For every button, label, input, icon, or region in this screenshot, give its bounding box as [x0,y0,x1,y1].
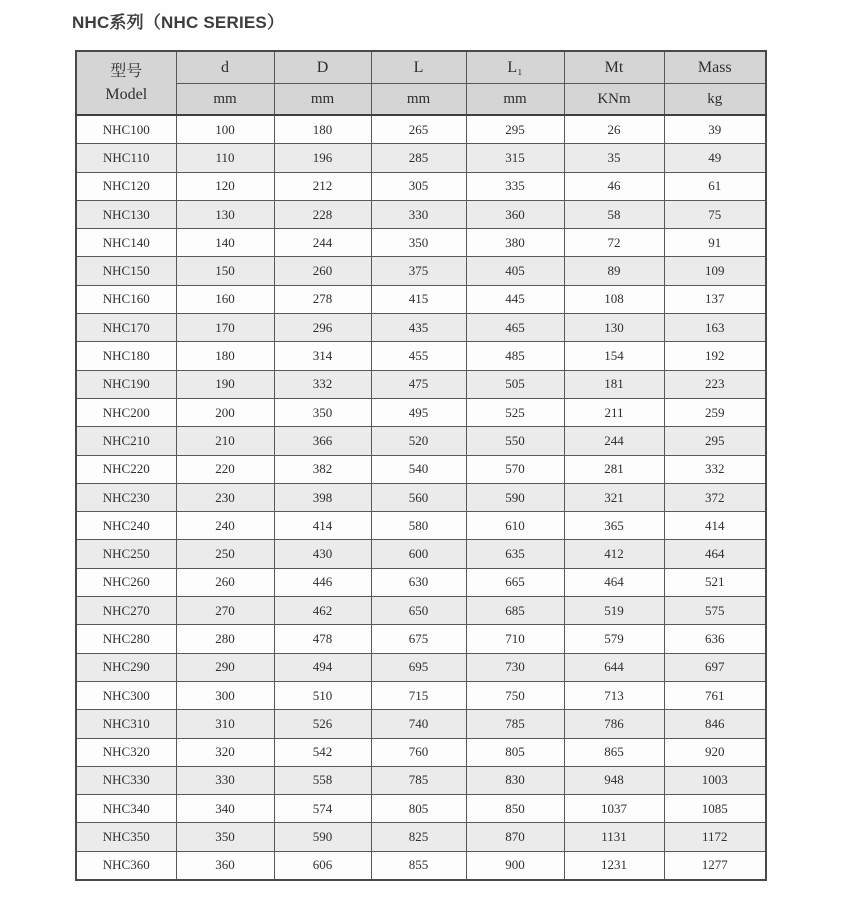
header-name-row [76,51,766,84]
value-cell: 181 [564,370,664,398]
table-row [76,285,766,313]
value-cell: 375 [371,257,466,285]
value-cell: 211 [564,398,664,426]
value-cell: 521 [664,568,766,596]
table-row [76,398,766,426]
value-cell: 26 [564,115,664,144]
value-cell: 244 [564,427,664,455]
value-cell: 330 [371,200,466,228]
table-row [76,455,766,483]
value-cell: 1231 [564,851,664,880]
column-header-name: d [176,51,274,84]
value-cell: 560 [371,483,466,511]
value-cell: 600 [371,540,466,568]
table-row [76,851,766,880]
value-cell: 570 [466,455,564,483]
value-cell: 445 [466,285,564,313]
value-cell: 665 [466,568,564,596]
value-cell: 415 [371,285,466,313]
model-cell: NHC210 [76,427,176,455]
value-cell: 715 [371,681,466,709]
table-row [76,257,766,285]
column-header-name: Mass [664,51,766,84]
value-cell: 525 [466,398,564,426]
table-row [76,795,766,823]
model-cell: NHC340 [76,795,176,823]
table-row [76,144,766,172]
column-header-unit: mm [176,84,274,116]
value-cell: 72 [564,229,664,257]
value-cell: 240 [176,512,274,540]
model-cell: NHC160 [76,285,176,313]
value-cell: 414 [274,512,371,540]
nhc-series-spec-table [75,50,767,881]
value-cell: 372 [664,483,766,511]
value-cell: 295 [664,427,766,455]
model-cell: NHC290 [76,653,176,681]
value-cell: 405 [466,257,564,285]
column-header-unit: KNm [564,84,664,116]
model-cell: NHC280 [76,625,176,653]
value-cell: 575 [664,597,766,625]
value-cell: 542 [274,738,371,766]
value-cell: 710 [466,625,564,653]
value-cell: 574 [274,795,371,823]
value-cell: 335 [466,172,564,200]
value-cell: 786 [564,710,664,738]
value-cell: 290 [176,653,274,681]
value-cell: 310 [176,710,274,738]
value-cell: 485 [466,342,564,370]
model-header-chinese: 型号 [110,62,143,80]
value-cell: 464 [564,568,664,596]
value-cell: 250 [176,540,274,568]
value-cell: 35 [564,144,664,172]
value-cell: 91 [664,229,766,257]
value-cell: 212 [274,172,371,200]
column-header-model [76,51,176,115]
table-row [76,342,766,370]
table-row [76,681,766,709]
value-cell: 635 [466,540,564,568]
value-cell: 49 [664,144,766,172]
value-cell: 455 [371,342,466,370]
value-cell: 278 [274,285,371,313]
value-cell: 478 [274,625,371,653]
model-cell: NHC230 [76,483,176,511]
value-cell: 350 [274,398,371,426]
value-cell: 140 [176,229,274,257]
table-row [76,172,766,200]
value-cell: 130 [176,200,274,228]
value-cell: 340 [176,795,274,823]
model-cell: NHC360 [76,851,176,880]
value-cell: 805 [466,738,564,766]
model-cell: NHC110 [76,144,176,172]
value-cell: 61 [664,172,766,200]
value-cell: 170 [176,314,274,342]
value-cell: 260 [274,257,371,285]
value-cell: 332 [664,455,766,483]
value-cell: 150 [176,257,274,285]
value-cell: 412 [564,540,664,568]
value-cell: 265 [371,115,466,144]
model-cell: NHC130 [76,200,176,228]
value-cell: 495 [371,398,466,426]
value-cell: 750 [466,681,564,709]
value-cell: 180 [274,115,371,144]
value-cell: 305 [371,172,466,200]
value-cell: 110 [176,144,274,172]
value-cell: 244 [274,229,371,257]
value-cell: 296 [274,314,371,342]
value-cell: 360 [466,200,564,228]
value-cell: 130 [564,314,664,342]
value-cell: 475 [371,370,466,398]
value-cell: 510 [274,681,371,709]
column-header-name: D [274,51,371,84]
value-cell: 320 [176,738,274,766]
value-cell: 382 [274,455,371,483]
value-cell: 520 [371,427,466,455]
value-cell: 280 [176,625,274,653]
value-cell: 58 [564,200,664,228]
value-cell: 430 [274,540,371,568]
value-cell: 740 [371,710,466,738]
value-cell: 865 [564,738,664,766]
value-cell: 760 [371,738,466,766]
page-title: NHC系列（NHC SERIES） [72,13,285,32]
value-cell: 281 [564,455,664,483]
value-cell: 196 [274,144,371,172]
value-cell: 610 [466,512,564,540]
value-cell: 1172 [664,823,766,851]
model-cell: NHC200 [76,398,176,426]
value-cell: 360 [176,851,274,880]
value-cell: 300 [176,681,274,709]
value-cell: 761 [664,681,766,709]
table-row [76,766,766,794]
table-row [76,823,766,851]
model-cell: NHC330 [76,766,176,794]
value-cell: 505 [466,370,564,398]
value-cell: 675 [371,625,466,653]
value-cell: 315 [466,144,564,172]
value-cell: 1131 [564,823,664,851]
table-row [76,314,766,342]
value-cell: 365 [564,512,664,540]
value-cell: 321 [564,483,664,511]
value-cell: 730 [466,653,564,681]
value-cell: 830 [466,766,564,794]
value-cell: 210 [176,427,274,455]
value-cell: 870 [466,823,564,851]
value-cell: 494 [274,653,371,681]
value-cell: 160 [176,285,274,313]
value-cell: 526 [274,710,371,738]
value-cell: 350 [371,229,466,257]
value-cell: 785 [371,766,466,794]
value-cell: 414 [664,512,766,540]
column-header-unit: mm [466,84,564,116]
value-cell: 850 [466,795,564,823]
value-cell: 644 [564,653,664,681]
value-cell: 260 [176,568,274,596]
value-cell: 558 [274,766,371,794]
table-body [76,115,766,880]
table-row [76,483,766,511]
value-cell: 630 [371,568,466,596]
value-cell: 223 [664,370,766,398]
table-row [76,200,766,228]
value-cell: 330 [176,766,274,794]
value-cell: 435 [371,314,466,342]
table-row [76,115,766,144]
value-cell: 825 [371,823,466,851]
value-cell: 332 [274,370,371,398]
value-cell: 636 [664,625,766,653]
value-cell: 137 [664,285,766,313]
value-cell: 109 [664,257,766,285]
value-cell: 295 [466,115,564,144]
value-cell: 900 [466,851,564,880]
value-cell: 695 [371,653,466,681]
value-cell: 590 [274,823,371,851]
model-cell: NHC150 [76,257,176,285]
value-cell: 230 [176,483,274,511]
table-row [76,568,766,596]
value-cell: 228 [274,200,371,228]
value-cell: 89 [564,257,664,285]
model-cell: NHC250 [76,540,176,568]
model-cell: NHC310 [76,710,176,738]
value-cell: 697 [664,653,766,681]
value-cell: 1085 [664,795,766,823]
value-cell: 650 [371,597,466,625]
model-cell: NHC240 [76,512,176,540]
value-cell: 350 [176,823,274,851]
model-cell: NHC120 [76,172,176,200]
value-cell: 519 [564,597,664,625]
value-cell: 380 [466,229,564,257]
table-row [76,710,766,738]
value-cell: 580 [371,512,466,540]
column-header-name: L [371,51,466,84]
table-row [76,653,766,681]
value-cell: 1003 [664,766,766,794]
value-cell: 579 [564,625,664,653]
column-header-unit: kg [664,84,766,116]
value-cell: 200 [176,398,274,426]
value-cell: 180 [176,342,274,370]
value-cell: 465 [466,314,564,342]
value-cell: 314 [274,342,371,370]
column-header-unit: mm [274,84,371,116]
value-cell: 1277 [664,851,766,880]
value-cell: 190 [176,370,274,398]
value-cell: 805 [371,795,466,823]
value-cell: 948 [564,766,664,794]
value-cell: 220 [176,455,274,483]
model-cell: NHC220 [76,455,176,483]
model-cell: NHC320 [76,738,176,766]
table-row [76,738,766,766]
table-row [76,540,766,568]
value-cell: 285 [371,144,466,172]
model-cell: NHC190 [76,370,176,398]
value-cell: 192 [664,342,766,370]
value-cell: 100 [176,115,274,144]
value-cell: 846 [664,710,766,738]
value-cell: 855 [371,851,466,880]
value-cell: 75 [664,200,766,228]
value-cell: 366 [274,427,371,455]
value-cell: 163 [664,314,766,342]
column-header-name: L₁ [466,51,564,84]
value-cell: 270 [176,597,274,625]
model-cell: NHC260 [76,568,176,596]
column-header-unit: mm [371,84,466,116]
table-row [76,427,766,455]
table-row [76,625,766,653]
table-row [76,229,766,257]
value-cell: 398 [274,483,371,511]
value-cell: 606 [274,851,371,880]
value-cell: 920 [664,738,766,766]
table-row [76,597,766,625]
value-cell: 108 [564,285,664,313]
value-cell: 259 [664,398,766,426]
model-header-english: Model [105,86,148,103]
value-cell: 46 [564,172,664,200]
value-cell: 713 [564,681,664,709]
header-unit-row [76,84,766,116]
model-cell: NHC300 [76,681,176,709]
value-cell: 446 [274,568,371,596]
model-cell: NHC100 [76,115,176,144]
model-cell: NHC270 [76,597,176,625]
value-cell: 590 [466,483,564,511]
model-cell: NHC180 [76,342,176,370]
value-cell: 685 [466,597,564,625]
model-cell: NHC170 [76,314,176,342]
value-cell: 464 [664,540,766,568]
table-row [76,512,766,540]
value-cell: 1037 [564,795,664,823]
column-header-name: Mt [564,51,664,84]
table-row [76,370,766,398]
value-cell: 785 [466,710,564,738]
value-cell: 462 [274,597,371,625]
value-cell: 550 [466,427,564,455]
value-cell: 154 [564,342,664,370]
value-cell: 540 [371,455,466,483]
value-cell: 120 [176,172,274,200]
model-cell: NHC350 [76,823,176,851]
model-cell: NHC140 [76,229,176,257]
table-header [76,51,766,115]
value-cell: 39 [664,115,766,144]
